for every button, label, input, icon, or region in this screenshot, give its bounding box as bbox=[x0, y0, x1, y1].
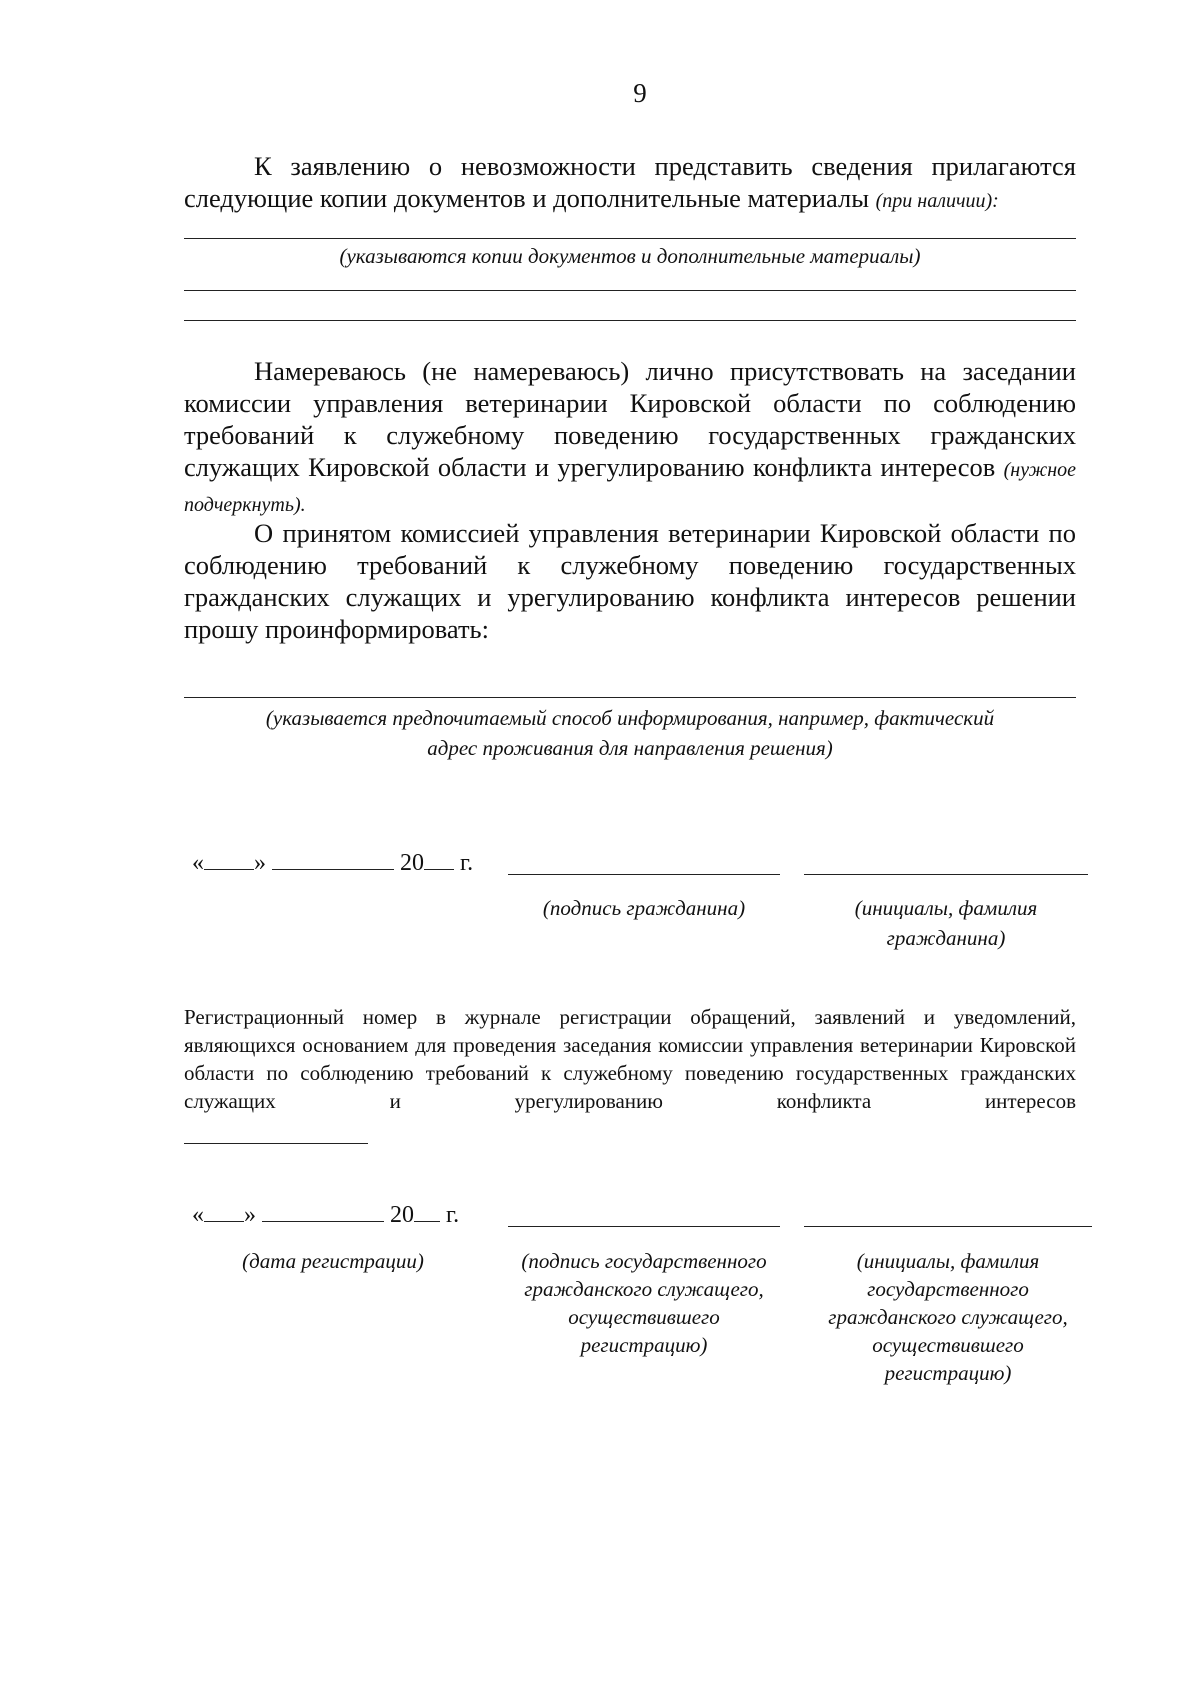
reg-open-quote: « bbox=[192, 1202, 204, 1228]
reg-year-prefix: 20 bbox=[390, 1202, 414, 1228]
registration-signature-line bbox=[508, 1226, 780, 1227]
registration-number-line bbox=[184, 1143, 368, 1144]
registration-name-caption bbox=[800, 1247, 1096, 1387]
sign-caption-line: гражданского служащего, bbox=[524, 1277, 764, 1301]
attachments-text: К заявлению о невозможности представить сведения прилагаются следующие копии документов и дополнительные материалы bbox=[184, 151, 1076, 213]
year-blank bbox=[424, 847, 454, 870]
reg-year-suffix: г. bbox=[446, 1202, 460, 1228]
registration-paragraph: Регистрационный номер в журнале регистрации обращений, заявлений и уведомлений, являющихся основанием для проведения заседания комиссии управления ветеринарии Кировской области по соблюдению требований к служебному поведению государственных гражданских служащих и урегулированию конфликта интересов bbox=[184, 1005, 1076, 1113]
inform-line bbox=[184, 697, 1076, 698]
year-suffix: г. bbox=[460, 850, 474, 876]
name-caption-line: гражданского служащего, bbox=[828, 1305, 1068, 1329]
registration-date bbox=[192, 1199, 459, 1229]
attachments-paragraph bbox=[184, 150, 1076, 217]
inform-paragraph bbox=[184, 517, 1076, 645]
sign-caption-line: регистрацию) bbox=[580, 1333, 708, 1357]
page-number: 9 bbox=[633, 78, 647, 108]
name-caption-line: регистрацию) bbox=[884, 1361, 1012, 1385]
name-caption-line: (инициалы, фамилия bbox=[856, 1249, 1040, 1273]
attachments-line-3 bbox=[184, 320, 1076, 321]
name-caption-line: государственного bbox=[867, 1277, 1029, 1301]
date-close-quote: » bbox=[254, 850, 266, 876]
attachments-line-2 bbox=[184, 290, 1076, 291]
inform-caption-line-2: адрес проживания для направления решения) bbox=[427, 736, 833, 760]
inform-caption-line-1: (указывается предпочитаемый способ информирования, например, фактический bbox=[265, 706, 995, 730]
sign-caption-line: осуществившего bbox=[568, 1305, 720, 1329]
name-caption-line: осуществившего bbox=[872, 1333, 1024, 1357]
citizen-name-caption-2: гражданина) bbox=[886, 926, 1006, 950]
day-blank bbox=[204, 847, 254, 870]
citizen-name-caption-1: (инициалы, фамилия bbox=[854, 896, 1038, 920]
attachments-line-1 bbox=[184, 238, 1076, 239]
attachments-note: (при наличии): bbox=[875, 190, 999, 212]
registration-date-caption: (дата регистрации) bbox=[242, 1249, 424, 1273]
inform-text: О принятом комиссией управления ветеринарии Кировской области по соблюдению требований к служебному поведению государственных гражданских служащих и урегулированию конфликта интересов решении прошу проинформировать: bbox=[184, 518, 1076, 644]
attendance-paragraph bbox=[184, 355, 1076, 521]
sign-caption-line: (подпись государственного bbox=[521, 1249, 767, 1273]
attachments-caption: (указываются копии документов и дополнительные материалы) bbox=[339, 244, 921, 268]
month-blank bbox=[272, 847, 394, 870]
citizen-date bbox=[192, 847, 473, 877]
citizen-signature-line bbox=[508, 874, 780, 875]
registration-sign-caption bbox=[496, 1247, 792, 1359]
reg-year-blank bbox=[414, 1199, 440, 1222]
citizen-signature-caption: (подпись гражданина) bbox=[542, 896, 746, 920]
attendance-text: Намереваюсь (не намереваюсь) лично присутствовать на заседании комиссии управления ветеринарии Кировской области по соблюдению требований к служебному поведению государственных гражданских служащих Кировской области и урегулированию конфликта интересов bbox=[184, 356, 1076, 482]
reg-day-blank bbox=[204, 1199, 244, 1222]
registration-name-line bbox=[804, 1226, 1092, 1227]
citizen-name-line bbox=[804, 874, 1088, 875]
reg-close-quote: » bbox=[244, 1202, 256, 1228]
attendance-note: (нужное подчеркнуть). bbox=[184, 459, 1076, 516]
year-prefix: 20 bbox=[400, 850, 424, 876]
date-open-quote: « bbox=[192, 850, 204, 876]
reg-month-blank bbox=[262, 1199, 384, 1222]
